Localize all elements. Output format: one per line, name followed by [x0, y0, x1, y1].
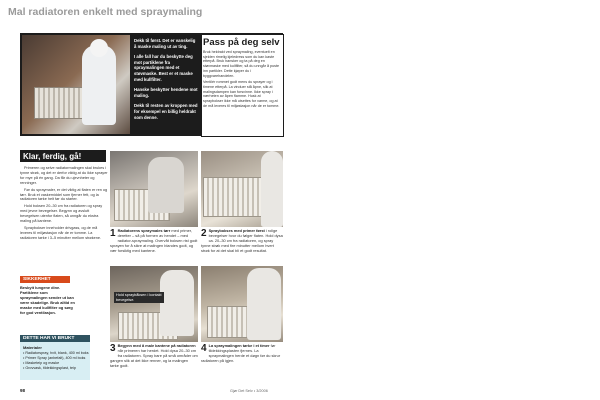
hero-caption: Hanske beskytter hendene mot maling.: [134, 87, 198, 98]
photo-caption-tag: Hold spraybåksen i kontakt bevegelse.: [114, 292, 164, 303]
safety-box-text: [203, 50, 280, 110]
safety-paragraph: Ventilér rommet godt mens du sprayer og i timene etterpå. La vinduer stå åpne, slik at malingsdampen kan forsvinne. Ikke spray i nærheten av åpen flamme. Husk at spraybokser ikke må utsettes for varme, og at de må leveres til miljøstasjon når de er tomme.: [203, 80, 280, 108]
hero-caption: Dekk til resten av kroppen med for eksempel en billig heldrakt som denne.: [134, 103, 198, 120]
person-figure: [247, 268, 281, 340]
tip-label: SIKKERHET: [23, 277, 51, 282]
person-figure: [148, 157, 184, 213]
materials-item: • Primer Spray (anbefalt), 400 ml boks: [23, 355, 86, 360]
step-4-photo: [201, 266, 283, 342]
hero-caption: I alle fall har du beskytte deg mot partiklene fra spraymalingen med et støvmaske. Best er et maske med kullfilter.: [134, 54, 193, 82]
step-number: 3: [110, 343, 116, 354]
worker-hood: [90, 39, 108, 57]
step-4: [201, 344, 283, 364]
protective-suit-figure: [82, 45, 116, 125]
step-2-photo: [201, 151, 283, 227]
step-text: i rolige bevegelser hvor du følger flaten. Hold dysa ca. 20–30 cm fra radiatoren, og spray tynne strøk med fire minutter mellom hvert strøk for at det skal bli et godt resultat.: [201, 228, 283, 253]
step-text: før tildekkingsplasten fjernes. La spraymalingen herde et døgn før du skrur radiatoren på igjen.: [201, 343, 281, 363]
hero-captions: [134, 38, 198, 125]
step-text: når primeren har herdet. Hold dysa 20–30 cm fra radiatoren. Spray bare på små områder om gangen slik at det ikke renner, og la malingen tørke godt.: [110, 347, 198, 368]
tip-text: Beskytt lungene dine. Partiklene som spraymalingen sender ut kan være skadelige. Bruk alltid en maske med kullfilter og sørg for god ventilasjon.: [20, 285, 75, 315]
materials-item: • Radiatorspray, hvit, blank, 400 ml boks: [23, 351, 89, 355]
step-title: Begynn med å male kantene på radiatoren: [117, 343, 196, 348]
step-number: 2: [201, 228, 207, 239]
hero-photo: [22, 35, 130, 134]
safety-paragraph: Bruk heldrakt ved spraymaling, eventuelt en sjelden rimelig kjeledress som du kan kaste etterpå. Bruk hansker og ta på deg en støvmaske med kullfilter, så du unngår å puste inn partikler. Dette kjøper du i byggvarehandelen.: [203, 50, 280, 78]
section-title: Klar, ferdig, gå!: [23, 152, 82, 161]
intro-paragraph: Hold boksen 20–30 cm fra radiatoren og spray med jevne bevegelser. Begynn og avslutt bevegelsen utenfor flaten, så unngår du ekstra maling på kantene.: [20, 204, 103, 224]
hero-caption: Dekk til først. Det er vanskelig å maske maling ut av ting.: [134, 38, 196, 49]
intro-paragraph: Spraybokser inneholder drivgass, og de må leveres til miljøstasjon når de er tomme. La radiatoren tørke i 3–5 minutter mellom strøkene.: [20, 225, 102, 240]
step-3-photo: [110, 266, 198, 342]
step-3: [110, 344, 198, 369]
step-text: med primer, deretter – så på formen av hendet – med radiator-spraymaling. Overvåt boksen rist godt sprayen for å sikre at malingen blandes godt, og vær forsiktig med kantene.: [110, 228, 198, 253]
materials-list: [23, 351, 89, 371]
step-title: Spraybokses med primer først: [208, 228, 265, 233]
footer-credit: Gjør Det Selv • 3/2006: [230, 389, 268, 393]
step-1: [110, 229, 198, 254]
person-figure: [160, 270, 194, 336]
step-number: 1: [110, 228, 116, 239]
materials-title: DETTE HAR VI BRUKT: [23, 336, 75, 341]
materials-item: • Masketeip og maske: [23, 360, 60, 365]
person-figure: [261, 151, 283, 227]
radiator-image: [34, 87, 86, 119]
intro-paragraph: Før du spraymaler, er det viktig at flaten er ren og tørr. Bruk et vaskemiddel som fjerner fett, og la radiatoren tørke helt før du starter.: [20, 187, 108, 202]
page-number: 98: [20, 388, 26, 393]
page-title: Mal radiatoren enkelt med spraymaling: [8, 6, 203, 18]
step-title: La spraymalingen tørke i et timer: [208, 343, 270, 348]
radiator-image: [203, 177, 265, 217]
materials-subtitle: Materialer: [23, 345, 42, 350]
step-1-photo: [110, 151, 198, 227]
step-number: 4: [201, 343, 207, 354]
intro-paragraph: Primeren og selve radiatormalingen skal brukes i tynne strøk, og det er derfor viktig at du ikke sprayer for mye på én gang. Da får du ujevnheter og renninger.: [20, 166, 108, 185]
section-intro: [20, 166, 108, 243]
materials-item: • Grovvask, tildekkingsplast, teip: [23, 365, 76, 370]
step-2: [201, 229, 283, 254]
safety-box-title: Pass på deg selv: [203, 37, 280, 48]
step-title: Radiatorens spraymales tørr: [117, 228, 171, 233]
